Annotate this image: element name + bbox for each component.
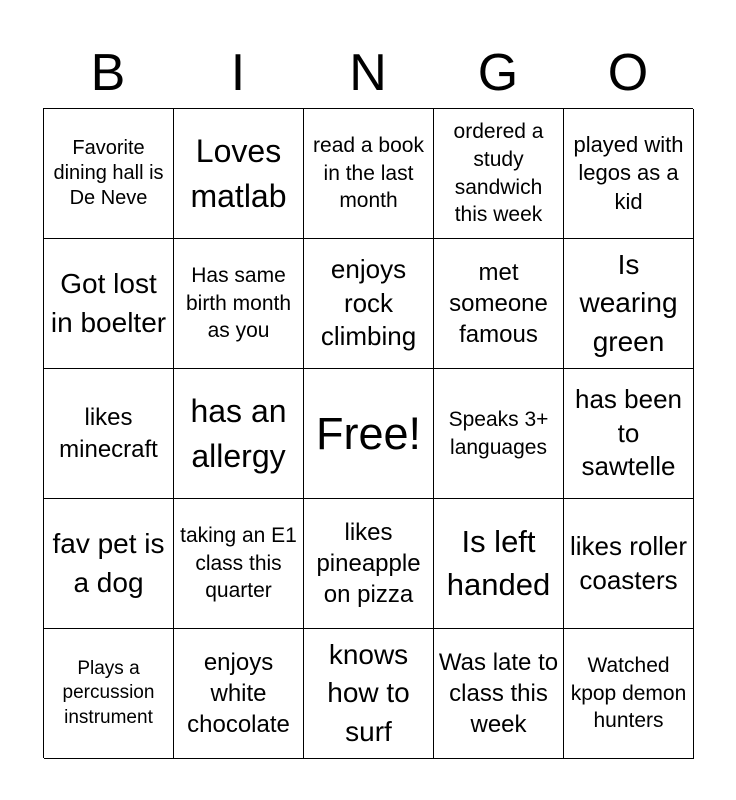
cell-text: taking an E1 class this quarter [180, 523, 297, 603]
cell-text: has been to sawtelle [575, 383, 682, 482]
bingo-cell-r3-c4[interactable] [434, 369, 564, 499]
cell-text: Is left handed [446, 524, 551, 602]
bingo-cell-r2-c5[interactable] [564, 239, 694, 369]
cell-text: Got lost in boelter [50, 267, 167, 338]
bingo-cell-r2-c2[interactable] [174, 239, 304, 369]
cell-text: Speaks 3+ languages [448, 407, 549, 459]
cell-text: fav pet is a dog [52, 527, 165, 598]
cell-text: Watched kpop demon hunters [570, 653, 687, 733]
cell-text: likes pineapple on pizza [316, 518, 421, 609]
cell-text: enjoys rock climbing [320, 253, 417, 352]
free-space-text: Free! [315, 407, 422, 459]
bingo-cell-r3-c3[interactable] [304, 369, 434, 499]
bingo-board [43, 108, 693, 758]
header-letter-n: N [349, 44, 387, 102]
header-letter-g: G [477, 44, 519, 102]
header-letter-i: I [230, 44, 246, 102]
bingo-cell-r1-c3[interactable] [304, 109, 434, 239]
cell-text: knows how to surf [327, 638, 410, 747]
bingo-cell-r5-c4[interactable] [434, 629, 564, 759]
cell-text: Plays a percussion instrument [62, 658, 155, 728]
bingo-cell-r5-c5[interactable] [564, 629, 694, 759]
cell-text: likes minecraft [59, 404, 158, 463]
bingo-cell-r2-c4[interactable] [434, 239, 564, 369]
bingo-cell-r3-c5[interactable] [564, 369, 694, 499]
bingo-cell-r4-c5[interactable] [564, 499, 694, 629]
cell-text: likes roller coasters [569, 530, 688, 595]
bingo-cell-r2-c3[interactable] [304, 239, 434, 369]
bingo-cell-r5-c2[interactable] [174, 629, 304, 759]
header-letter-o: O [607, 44, 649, 102]
cell-text: played with legos as a kid [573, 131, 684, 214]
bingo-cell-r4-c1[interactable] [44, 499, 174, 629]
cell-text: has an allergy [190, 392, 287, 474]
bingo-cell-r3-c1[interactable] [44, 369, 174, 499]
bingo-cell-r4-c3[interactable] [304, 499, 434, 629]
bingo-cell-r5-c3[interactable] [304, 629, 434, 759]
cell-text: read a book in the last month [313, 133, 424, 213]
bingo-cell-r5-c1[interactable] [44, 629, 174, 759]
bingo-cell-r4-c2[interactable] [174, 499, 304, 629]
bingo-cell-r1-c1[interactable] [44, 109, 174, 239]
cell-text: met someone famous [449, 258, 548, 349]
bingo-cell-r3-c2[interactable] [174, 369, 304, 499]
cell-text: Has same birth month as you [185, 263, 292, 343]
bingo-cell-r1-c2[interactable] [174, 109, 304, 239]
cell-text: enjoys white chocolate [187, 648, 290, 739]
cell-text: ordered a study sandwich this week [453, 119, 544, 227]
bingo-cell-r1-c4[interactable] [434, 109, 564, 239]
cell-text: Favorite dining hall is De Neve [53, 137, 164, 209]
cell-text: Is wearing green [579, 248, 678, 357]
bingo-cell-r1-c5[interactable] [564, 109, 694, 239]
cell-text: Was late to class this week [438, 648, 559, 739]
header-letter-b: B [90, 44, 126, 102]
cell-text: Loves matlab [190, 132, 287, 214]
bingo-cell-r4-c4[interactable] [434, 499, 564, 629]
bingo-header [43, 38, 693, 108]
bingo-cell-r2-c1[interactable] [44, 239, 174, 369]
